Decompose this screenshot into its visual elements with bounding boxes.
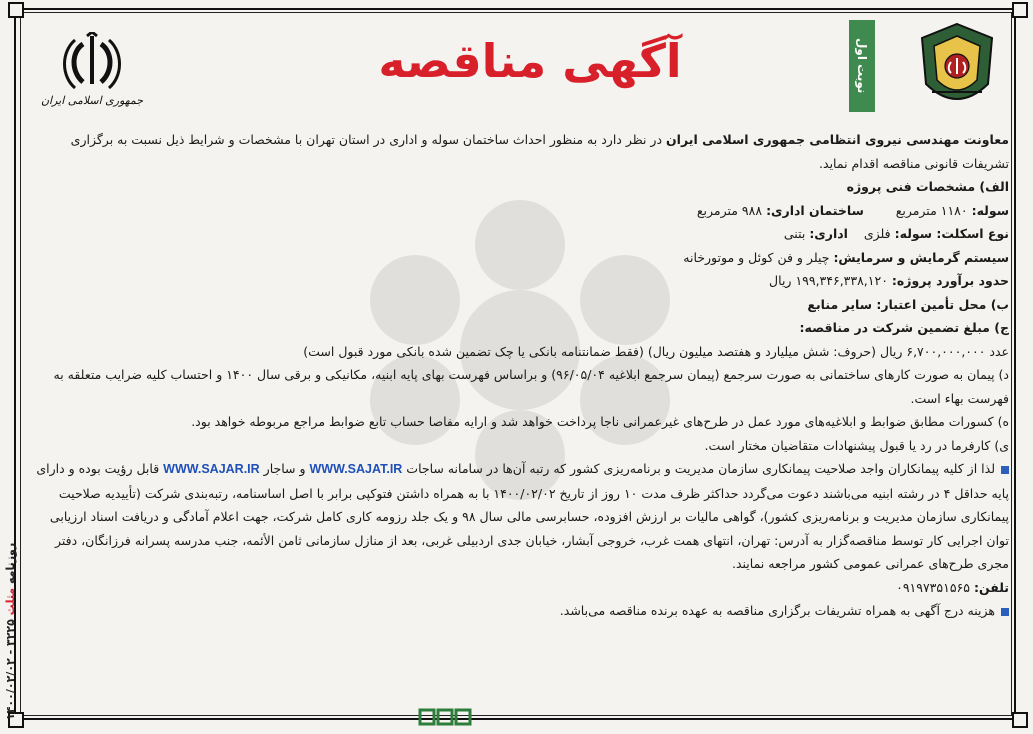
skeleton-office-value: بتنی (783, 226, 810, 241)
section-c-text: عدد ۶,۷۰۰,۰۰۰,۰۰۰ ریال (حروف: شش میلیارد و هفتصد میلیون ریال) (فقط ضمانتنامه بانکی یا چک تضمین شده بانکی مورد قبول است) (303, 343, 1009, 359)
intro-paragraph (34, 128, 1009, 175)
corner-ornament (1012, 2, 1028, 18)
hvac-line (34, 246, 1009, 270)
skeleton-line (34, 222, 1009, 246)
paper-name: مثلث (4, 587, 17, 616)
invitation-part3: قابل رؤیت بوده و دارای پایه حداقل ۴ در رشته ابنیه می‌باشند دعوت می‌گردد حداکثر ظرف مدت ۱۰ روز از تاریخ ۱۴۰۰/۰۲/۰۲ با به همراه داشتن فتوکپی برابر با اصل اساسنامه، رتبه‌بندی شرکت (تأییدیه صلاحیت پیمانکاری سازمان مدیریت و برنامه‌ریزی کشور)، گواهی مالیات بر ارزش افزوده، حسابرسی مالی سال ۹۸ و یک جلد رزومه کاری کامل شرکت، جهت اعلام آمادگی و دریافت اسناد ارزیابی توان اجرایی کار توسط مناقصه‌گزار به آدرس: تهران، انتهای همت غرب، خروجی آبشار، خیابان جدی اردبیلی غربی، بعد از منازل سازمانی ثامن الأئمه، جنب مدرسه پسرانه فرزانگان، دفتر مجری طرح‌های عمرانی عمومی کشور مراجعه نمایند. (36, 461, 1009, 571)
section-c-heading: ج) مبلغ تضمین شرکت در مناقصه: (799, 320, 1009, 335)
notice-body (34, 128, 1009, 623)
bottom-ornament-icon (418, 707, 472, 729)
section-d-text: د) پیمان به صورت کارهای ساختمانی به صورت سرجمع (پیمان سرجمع ابلاغیه ۹۶/۰۵/۰۴) و براساس فهرست بهای پایه ابنیه، مکانیکی و برقی سال ۱۴۰۰ و احتساب کلیه ضرایب متعلقه به فهرست بهاء است. (53, 367, 1009, 406)
corner-ornament (8, 2, 24, 18)
section-b-line (34, 293, 1009, 317)
estimate-line (34, 269, 1009, 293)
area-line (34, 199, 1009, 223)
iran-emblem (40, 32, 144, 112)
skeleton-office-label: اداری: (809, 226, 848, 241)
section-e-text: ه) کسورات مطابق ضوابط و ابلاغیه‌های مورد عمل در طرح‌های غیرعمرانی ناجا پرداخت خواهد شد و ارایه مفاصا حساب تابع ضوابط مراجع مربوطه خواهد بود. (191, 414, 1009, 429)
phone-label: تلفن: (973, 579, 1009, 595)
footer-note (34, 599, 1009, 623)
section-y-text: ی) کارفرما در رد یا قبول پیشنهادات متقاضیان مختار است. (704, 437, 1009, 453)
corner-ornament (1012, 712, 1028, 728)
skeleton-label: نوع اسکلت: سوله: (894, 226, 1009, 241)
bullet-icon (1001, 466, 1009, 474)
invitation-part2: و ساجار (259, 461, 310, 476)
emblem-caption: جمهوری اسلامی ایران (40, 94, 144, 107)
police-badge-icon (918, 22, 996, 114)
phone-line (34, 576, 1009, 600)
iran-emblem-icon (57, 32, 127, 94)
section-b-label: ب) محل تأمین اعتبار: (876, 296, 1009, 312)
page-title: آگهی مناقصه (378, 34, 682, 88)
paper-prefix: روزنامه (4, 542, 17, 585)
hvac-label: سیستم گرمایش و سرمایش: (833, 249, 1009, 265)
section-b-value: سایر منابع (807, 296, 877, 312)
invitation-part1: لذا از کلیه پیمانکاران واجد صلاحیت پیمانکاری سازمان مدیریت و برنامه‌ریزی کشور که رتبه آن‌ها در سامانه ساجات (402, 461, 995, 476)
newspaper-side-label (4, 440, 18, 720)
intro-text: در نظر دارد به منظور احداث ساختمان سوله و اداری در استان تهران با مشخصات و شرایط ذیل نسبت به برگزاری تشریفات قانونی مناقصه اقدام نماید. (70, 132, 1009, 171)
sajar-link[interactable]: WWW.SAJAR.IR (163, 462, 260, 476)
issue-info: ۳۲۲۵ - ۱۴۰۰/۰۲/۰۲ (4, 619, 17, 720)
sole-value: ۱۱۸۰ مترمربع (895, 202, 972, 218)
sajat-link[interactable]: WWW.SAJAT.IR (309, 462, 403, 476)
estimate-value: ۱۹۹,۳۴۶,۳۳۸,۱۲۰ ریال (769, 273, 892, 288)
police-logo (918, 22, 996, 114)
organization-name: معاونت مهندسی نیروی انتظامی جمهوری اسلامی ایران (666, 132, 1009, 147)
footer-note-text: هزینه درج آگهی به همراه تشریفات برگزاری مناقصه به عهده برنده مناقصه می‌باشد. (559, 603, 995, 618)
estimate-label: حدود برآورد پروژه: (891, 273, 1009, 288)
office-value: ۹۸۸ مترمربع (696, 202, 767, 218)
round-badge: نوبت اول (849, 20, 875, 112)
invitation-paragraph (34, 457, 1009, 576)
skeleton-sole-value: فلزی (863, 226, 895, 241)
bullet-icon (1001, 608, 1009, 616)
sole-label: سوله: (971, 202, 1009, 218)
phone-value: ۰۹۱۹۷۳۵۱۵۶۵ (896, 579, 974, 595)
hvac-value: چیلر و فن کوئل و موتورخانه (683, 249, 834, 265)
section-a-heading: الف) مشخصات فنی پروژه (846, 179, 1009, 194)
office-label: ساختمان اداری: (766, 202, 864, 218)
